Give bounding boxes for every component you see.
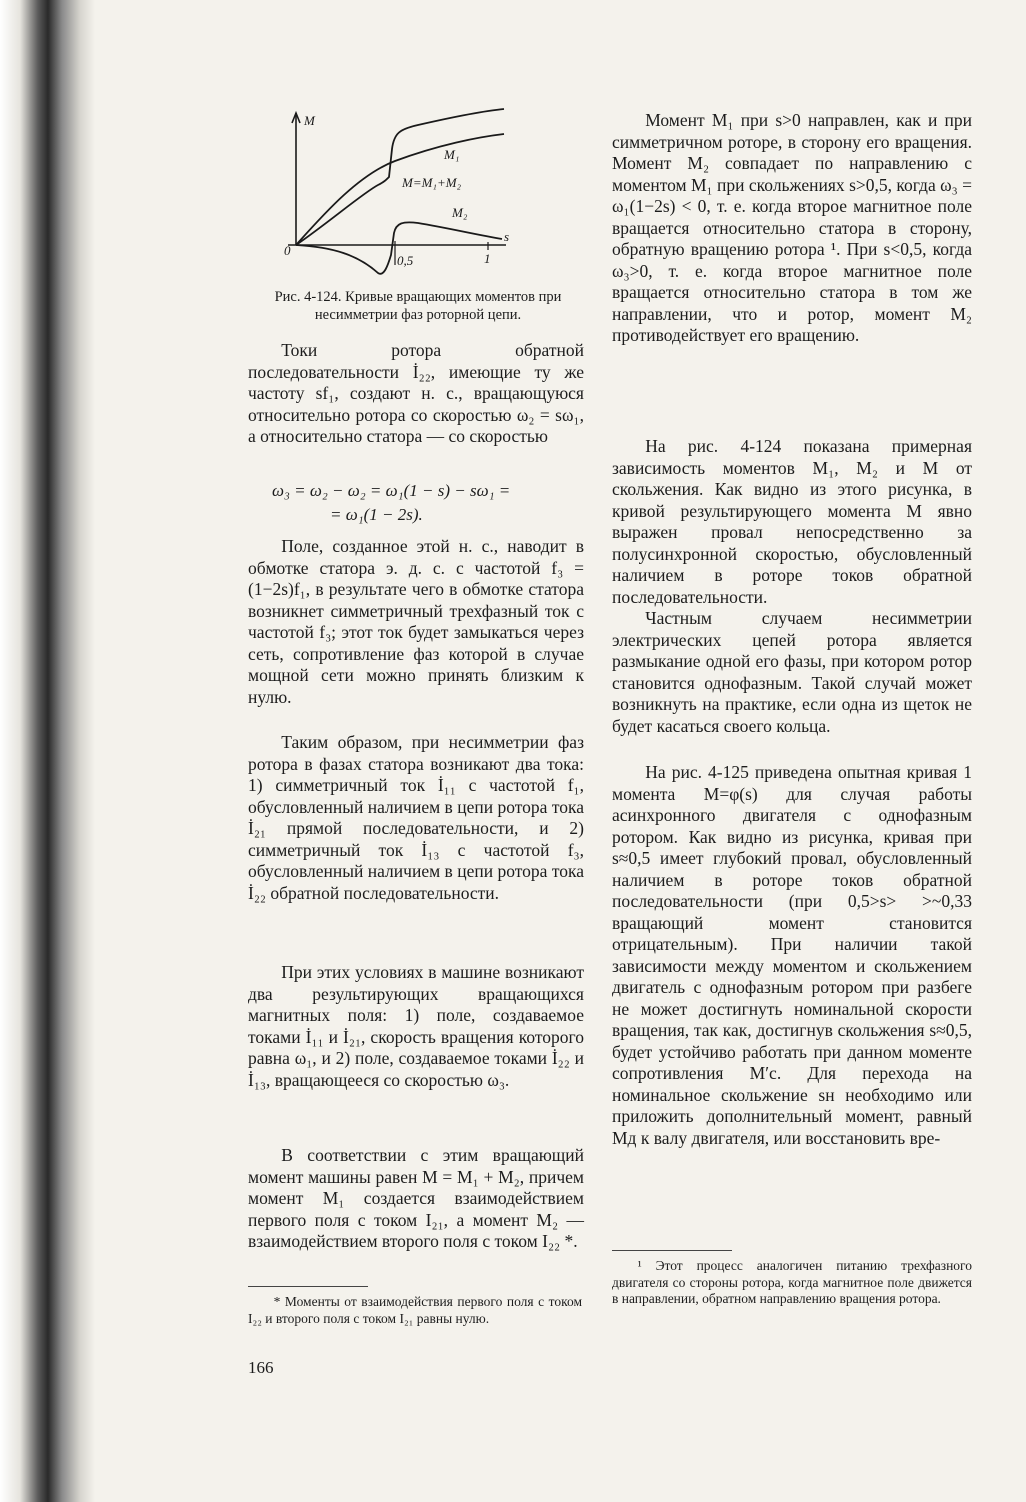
tick-one-label: 1 [484,251,491,266]
right-paragraph-2: На рис. 4-124 показана примерная зависимость моментов M₁, M₂ и M от скольжения. Как видно из этого рисунка, в кривой результирующего момента M явно выражен провал непосредственно за полусинхронной скоростью, обусловленный наличием в роторе токов обратной последовательности. [612,436,972,607]
right-footnote-rule [612,1250,732,1251]
book-binding-shadow [0,0,95,1502]
right-paragraph-4: На рис. 4-125 приведена опытная кривая 1 момента M=φ(s) для случая работы асинхронного двигателя с однофазным ротором. Как видно из рисунка, кривая при s≈0,5 имеет глубокий провал, обусловленный наличием в роторе токов обратной последовательности (при 0,5>s> >~0,33 вращающий момент становится отрицательным). При наличии такой зависимости между моментом и скольжением двигатель с однофазным ротором при разбеге не может достигнуть номинальной скорости вращения, так как, достигнув скольжения s≈0,5, будет устойчиво работать при данном моменте сопротивления M′с. Для перехода на номинальное скольжение sн необходимо или приложить дополнительный момент, равный Mд к валу двигателя, или восстановить вре- [612,762,972,1148]
left-paragraph-4: При этих условиях в машине возникают два результирующих вращающихся магнитных поля: 1) поле, создаваемое токами İ₁₁ и İ₂₁, скорость вращения которого равна ω₁, и 2) поле, создаваемое токами İ₂₂ и İ₁₃, вращающееся со скоростью ω₃. [248,962,584,1090]
page-number: 166 [248,1358,274,1377]
curve-m2-label: M₂ [452,205,468,220]
torque-curves-figure [278,105,538,285]
curve-sum-label: M=M₁+M₂ [402,175,462,190]
axis-y-label: M [304,113,315,128]
tick-half-label: 0,5 [397,253,414,268]
left-paragraph-2: Поле, созданное этой н. с., наводит в обмотке статора э. д. с. с частотой f₃ = (1−2s)f₁, в результате чего в обмотке статора возникнет симметричный трехфазный ток с частотой f₃; этот ток будет замыкаться через сеть, сопротивление фаз которой в случае мощной сети можно принять близким к нулю. [248,536,584,707]
left-paragraph-3: Таким образом, при несимметрии фаз ротора в фазах статора возникают два тока: 1) симметричный ток İ₁₁ с частотой f₁, обусловленный наличием в цепи ротора тока İ₂₁ прямой последовательности, и 2) симметричный ток İ₁₃ с частотой f₃, обусловленный наличием в цепи ротора тока İ₂₂ обратной последовательности. [248,732,584,903]
left-footnote: * Моменты от взаимодействия первого поля с током I₂₂ и второго поля с током I₂₁ равны нулю. [248,1294,582,1326]
left-paragraph-1: Токи ротора обратной последовательности İ₂₂, имеющие ту же частоту sf₁, создают н. с., вращающуюся относительно ротора со скоростью ω₂ = sω₁, а относительно статора — со скоростью [248,340,584,446]
left-paragraph-5: В соответствии с этим вращающий момент машины равен M = M₁ + M₂, причем момент M₁ создается взаимодействием первого поля с током I₂₁, а момент M₂ — взаимодействием второго поля с током I₂₂ *. [248,1145,584,1251]
figure-caption: Рис. 4-124. Кривые вращающих моментов при несимметрии фаз роторной цепи. [274,289,562,323]
axis-x-label: s [504,229,510,244]
right-paragraph-3: Частным случаем несимметрии электрических цепей ротора является размыкание одной его фазы, при котором ротор становится однофазным. Такой случай может возникнуть на практике, если одна из щеток не будет касаться своего кольца. [612,608,972,736]
curve-m1-label: M₁ [444,147,460,162]
right-footnote: ¹ Этот процесс аналогичен питанию трехфазного двигателя со стороны ротора, когда магнитное поле движется в направлении, обратном направлению вращения ротора. [612,1258,972,1306]
right-paragraph-1: Момент M₁ при s>0 направлен, как и при симметричном роторе, в сторону его вращения. Момент M₂ совпадает по направлению с моментом M₁ при скольжениях s>0,5, когда ω₃ = ω₁(1−2s) < 0, т. е. когда второе магнитное поле вращается относительно статора в сторону, обратную вращению ротора ¹. При s<0,5, когда ω₃>0, т. е. когда второе магнитное поле вращается относительно статора в том же направлении, что и ротор, момент M₂ противодействует его вращению. [612,110,972,345]
curve-m1 [296,134,504,245]
origin-label: 0 [284,243,291,258]
left-footnote-rule [248,1286,368,1287]
formula-line-2: = ω₁(1 − 2s). [330,505,423,524]
formula-line-1: ω₃ = ω₂ − ω₂ = ω₁(1 − s) − sω₁ = [272,481,511,500]
